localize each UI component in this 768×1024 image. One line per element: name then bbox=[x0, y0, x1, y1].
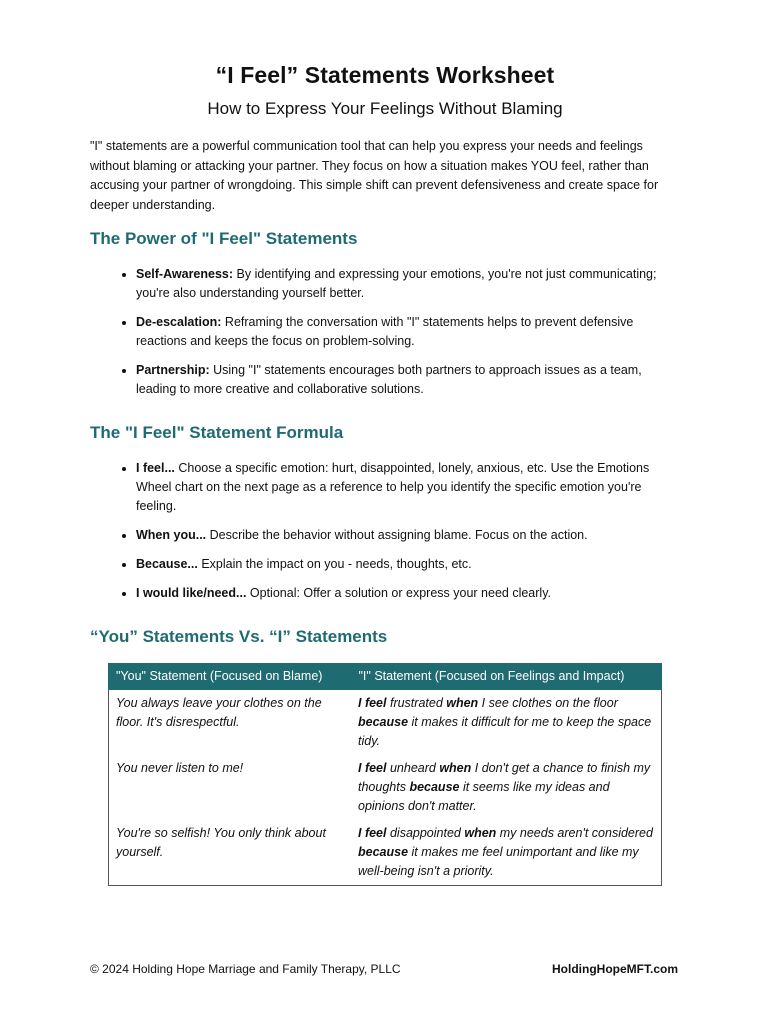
list-item-text: Describe the behavior without assigning blame. Focus on the action. bbox=[206, 528, 588, 542]
page-footer bbox=[90, 962, 678, 976]
impact-text: it makes me feel unimportant and like my well-being isn't a priority. bbox=[358, 845, 639, 878]
i-statement-cell bbox=[351, 690, 662, 756]
i-feel-text: I feel bbox=[358, 696, 387, 710]
formula-heading: The "I Feel" Statement Formula bbox=[90, 423, 344, 442]
list-item-term: De-escalation: bbox=[136, 315, 222, 329]
comparison-table bbox=[108, 663, 662, 886]
when-text: when bbox=[439, 761, 472, 775]
table-row bbox=[109, 690, 662, 756]
when-text: when bbox=[464, 826, 497, 840]
list-item bbox=[136, 265, 680, 303]
behavior-text: I don't get a chance to finish my thoughts bbox=[358, 761, 651, 794]
column-header-i: "I" Statement (Focused on Feelings and Impact) bbox=[351, 664, 662, 690]
list-item bbox=[136, 584, 680, 603]
behavior-text: I see clothes on the floor bbox=[478, 696, 618, 710]
worksheet-page bbox=[90, 62, 680, 886]
column-header-you: "You" Statement (Focused on Blame) bbox=[109, 664, 352, 690]
list-item bbox=[136, 313, 680, 351]
table-row bbox=[109, 820, 662, 886]
list-item bbox=[136, 526, 680, 545]
you-statement-cell: You're so selfish! You only think about yourself. bbox=[109, 820, 352, 886]
feeling-text: frustrated bbox=[386, 696, 447, 710]
because-text: because bbox=[409, 780, 460, 794]
footer-website-link[interactable]: HoldingHopeMFT.com bbox=[552, 962, 678, 976]
power-list bbox=[90, 265, 680, 399]
power-heading: The Power of "I Feel" Statements bbox=[90, 229, 358, 248]
because-text: because bbox=[358, 845, 409, 859]
feeling-text: disappointed bbox=[386, 826, 465, 840]
page-subtitle: How to Express Your Feelings Without Blaming bbox=[207, 99, 563, 118]
list-item-term: When you... bbox=[136, 528, 207, 542]
list-item-term: Because... bbox=[136, 557, 198, 571]
footer-copyright: © 2024 Holding Hope Marriage and Family Therapy, PLLC bbox=[90, 962, 401, 976]
impact-text: it seems like my ideas and opinions don't matter. bbox=[358, 780, 610, 813]
intro-paragraph: "I" statements are a powerful communication tool that can help you express your needs and feelings without blaming or attacking your partner. They focus on how a situation makes YOU feel, rather than accusing your partner of wrongdoing. This simple shift can prevent defensiveness and create space for deeper understanding. bbox=[90, 139, 659, 212]
you-statement-cell: You never listen to me! bbox=[109, 755, 352, 820]
table-row bbox=[109, 755, 662, 820]
feeling-text: unheard bbox=[386, 761, 440, 775]
i-feel-text: I feel bbox=[358, 826, 387, 840]
page-title: “I Feel” Statements Worksheet bbox=[215, 62, 555, 88]
list-item bbox=[136, 361, 680, 399]
you-statement-cell: You always leave your clothes on the floor. It's disrespectful. bbox=[109, 690, 352, 756]
i-statement-cell bbox=[351, 755, 662, 820]
behavior-text: my needs aren't considered bbox=[496, 826, 653, 840]
list-item bbox=[136, 459, 680, 516]
list-item bbox=[136, 555, 680, 574]
list-item-term: I feel... bbox=[136, 461, 175, 475]
list-item-text: By identifying and expressing your emotions, you're not just communicating; you're also understanding yourself better. bbox=[136, 267, 657, 300]
impact-text: it makes it difficult for me to keep the space tidy. bbox=[358, 715, 652, 748]
list-item-text: Explain the impact on you - needs, thoughts, etc. bbox=[197, 557, 472, 571]
list-item-text: Reframing the conversation with "I" statements helps to prevent defensive reactions and keeps the focus on problem-solving. bbox=[136, 315, 634, 348]
list-item-text: Using "I" statements encourages both partners to approach issues as a team, leading to more creative and collaborative solutions. bbox=[136, 363, 642, 396]
when-text: when bbox=[446, 696, 479, 710]
list-item-text: Choose a specific emotion: hurt, disappointed, lonely, anxious, etc. Use the Emotions Wheel chart on the next page as a reference to help you identify the specific emotion you're feeling. bbox=[136, 461, 650, 513]
i-statement-cell bbox=[351, 820, 662, 886]
list-item-text: Optional: Offer a solution or express your need clearly. bbox=[246, 586, 551, 600]
comparison-heading: “You” Statements Vs. “I” Statements bbox=[90, 627, 388, 646]
formula-list bbox=[90, 459, 680, 603]
list-item-term: Self-Awareness: bbox=[136, 267, 234, 281]
list-item-term: Partnership: bbox=[136, 363, 210, 377]
i-feel-text: I feel bbox=[358, 761, 387, 775]
because-text: because bbox=[358, 715, 409, 729]
list-item-term: I would like/need... bbox=[136, 586, 247, 600]
